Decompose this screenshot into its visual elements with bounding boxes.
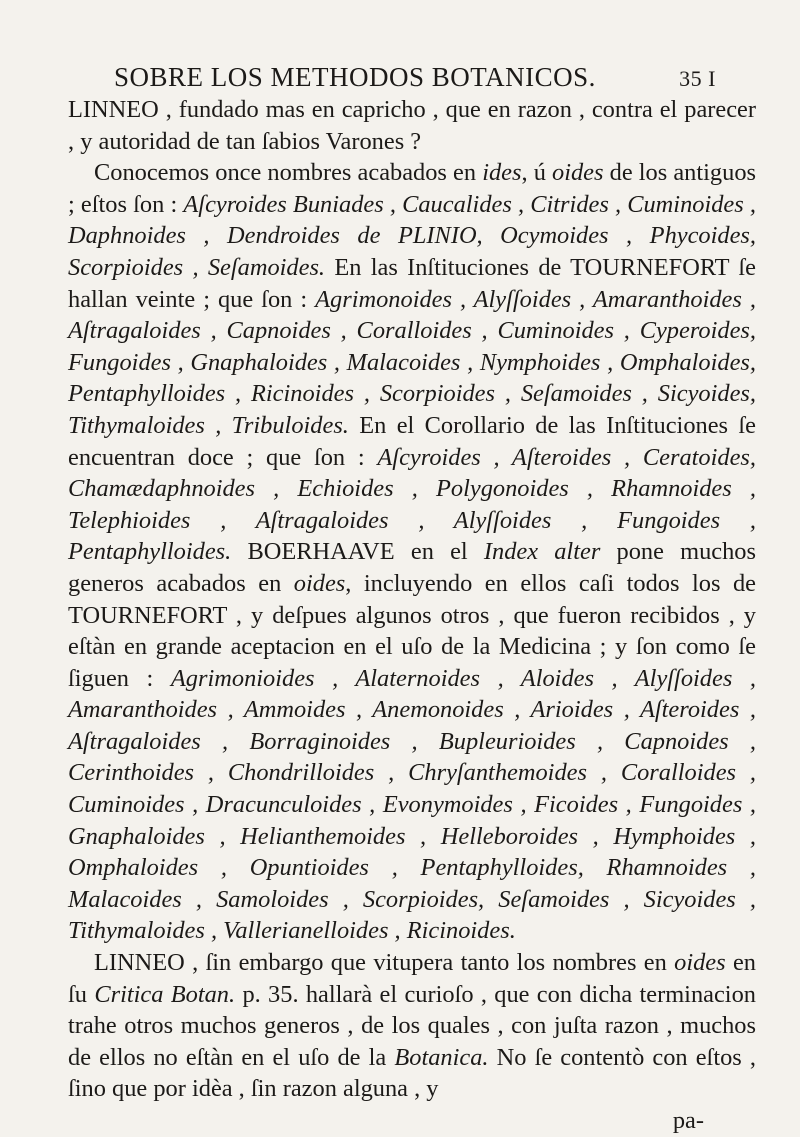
- index-alter-title: Index alter: [483, 538, 601, 566]
- list-corollary-genera: Aſcyroides , Aſteroides , Ceratoides, Chamædaphnoides , Echioides , Polygonoides , Rhamnoides , Telephioides , Aſtragaloides , Alyſſoides , Fungoides , Pentaphylloides.: [68, 443, 756, 566]
- list-tournefort-genera: Agrimonoides , Alyſſoides , Amaranthoides , Aſtragaloides , Capnoides , Coralloides , Cuminoides , Cyperoides, Fungoides , Gnaphaloides , Malacoides , Nymphoides , Omphaloides, Pentaphylloides , Ricinoides , Scorpioides , Seſamoides , Sicyoides, Tithymaloides , Tribuloides.: [68, 285, 756, 439]
- p3-part3: p. 35. hallarà el curioſo , que con dicha terminacion trahe otros muchos generos , de los quales , con juſta razon , muchos de ellos no eſtàn en el uſo de la: [68, 980, 756, 1071]
- page-number: 35 I: [679, 66, 716, 91]
- running-head: SOBRE LOS METHODOS BOTANICOS.: [114, 62, 596, 92]
- body-text: [68, 94, 756, 1105]
- p2-corollary-intro: En el Corollario de las Inſtituciones ſe encuentran doce ; que ſon :: [68, 411, 756, 471]
- list-boerhaave-genera: Agrimonioides , Alaternoides , Aloides , Alyſſoides , Amaranthoides , Ammoides , Anemonoides , Arioides , Aſteroides , Aſtragaloides , Borraginoides , Bupleurioides , Capnoides , Cerinthoides , Chondrilloides , Chryſanthemoides , Coralloides , Cuminoides , Dracunculoides , Evonymoides , Ficoides , Fungoides , Gnaphaloides , Helianthemoides , Helleboroides , Hymphoides , Omphaloides , Opuntioides , Pentaphylloides, Rhamnoides , Malacoides , Samoloides , Scorpioides, Seſamoides , Sicyoides , Tithymaloides , Vallerianelloides , Ricinoides.: [68, 664, 756, 945]
- p2-boerhaave-1: BOERHAAVE en el: [247, 538, 468, 566]
- p2-tournefort-intro: En las Inſtituciones de TOURNEFORT ſe hallan veinte ; que ſon :: [68, 253, 756, 313]
- p2-rest: de los antiguos ; eſtos ſon :: [68, 159, 757, 218]
- catchword: pa-: [672, 1107, 704, 1134]
- p2-ides: ides: [482, 159, 522, 187]
- botanica-word: Botanica.: [394, 1043, 489, 1071]
- paragraph-1: LINNEO , fundado mas en capricho , que en razon , contra el parecer , y autoridad de tan ſabios Varones ?: [68, 96, 756, 155]
- p2-oides-2: oides: [293, 569, 346, 597]
- list-ancient-genera: Aſcyroides Buniades , Caucalides , Citrides , Cuminoides , Daphnoides , Dendroides de PLINIO, Ocymoides , Phycoides, Scorpioides , Seſamoides.: [68, 190, 756, 281]
- paragraph-3: [68, 947, 756, 1105]
- p3-oides: oides: [674, 949, 726, 977]
- p2-intro: Conocemos once nombres acabados en: [94, 159, 477, 187]
- p2-boerhaave-3: , incluyendo en ellos caſi todos los de TOURNEFORT , y deſpues algunos otros , que fueron recibidos , y eſtàn en grande aceptacion en el uſo de la Medicina ; y ſon como ſe ſiguen :: [68, 569, 756, 692]
- paragraph-2: [68, 157, 756, 947]
- p2-boerhaave-2: pone muchos generos acabados en: [68, 538, 756, 597]
- critica-botan-title: Critica Botan.: [94, 980, 236, 1008]
- p2-oides: oides: [552, 159, 604, 187]
- p3-part1: LINNEO , ſin embargo que vitupera tanto los nombres en: [94, 949, 667, 977]
- page-header: [68, 58, 756, 94]
- p3-part2: en ſu: [68, 949, 756, 1008]
- p3-part4: No ſe contentò con eſtos , ſino que por idèa , ſin razon alguna , y: [68, 1043, 756, 1103]
- p2-or: , ú: [521, 159, 546, 187]
